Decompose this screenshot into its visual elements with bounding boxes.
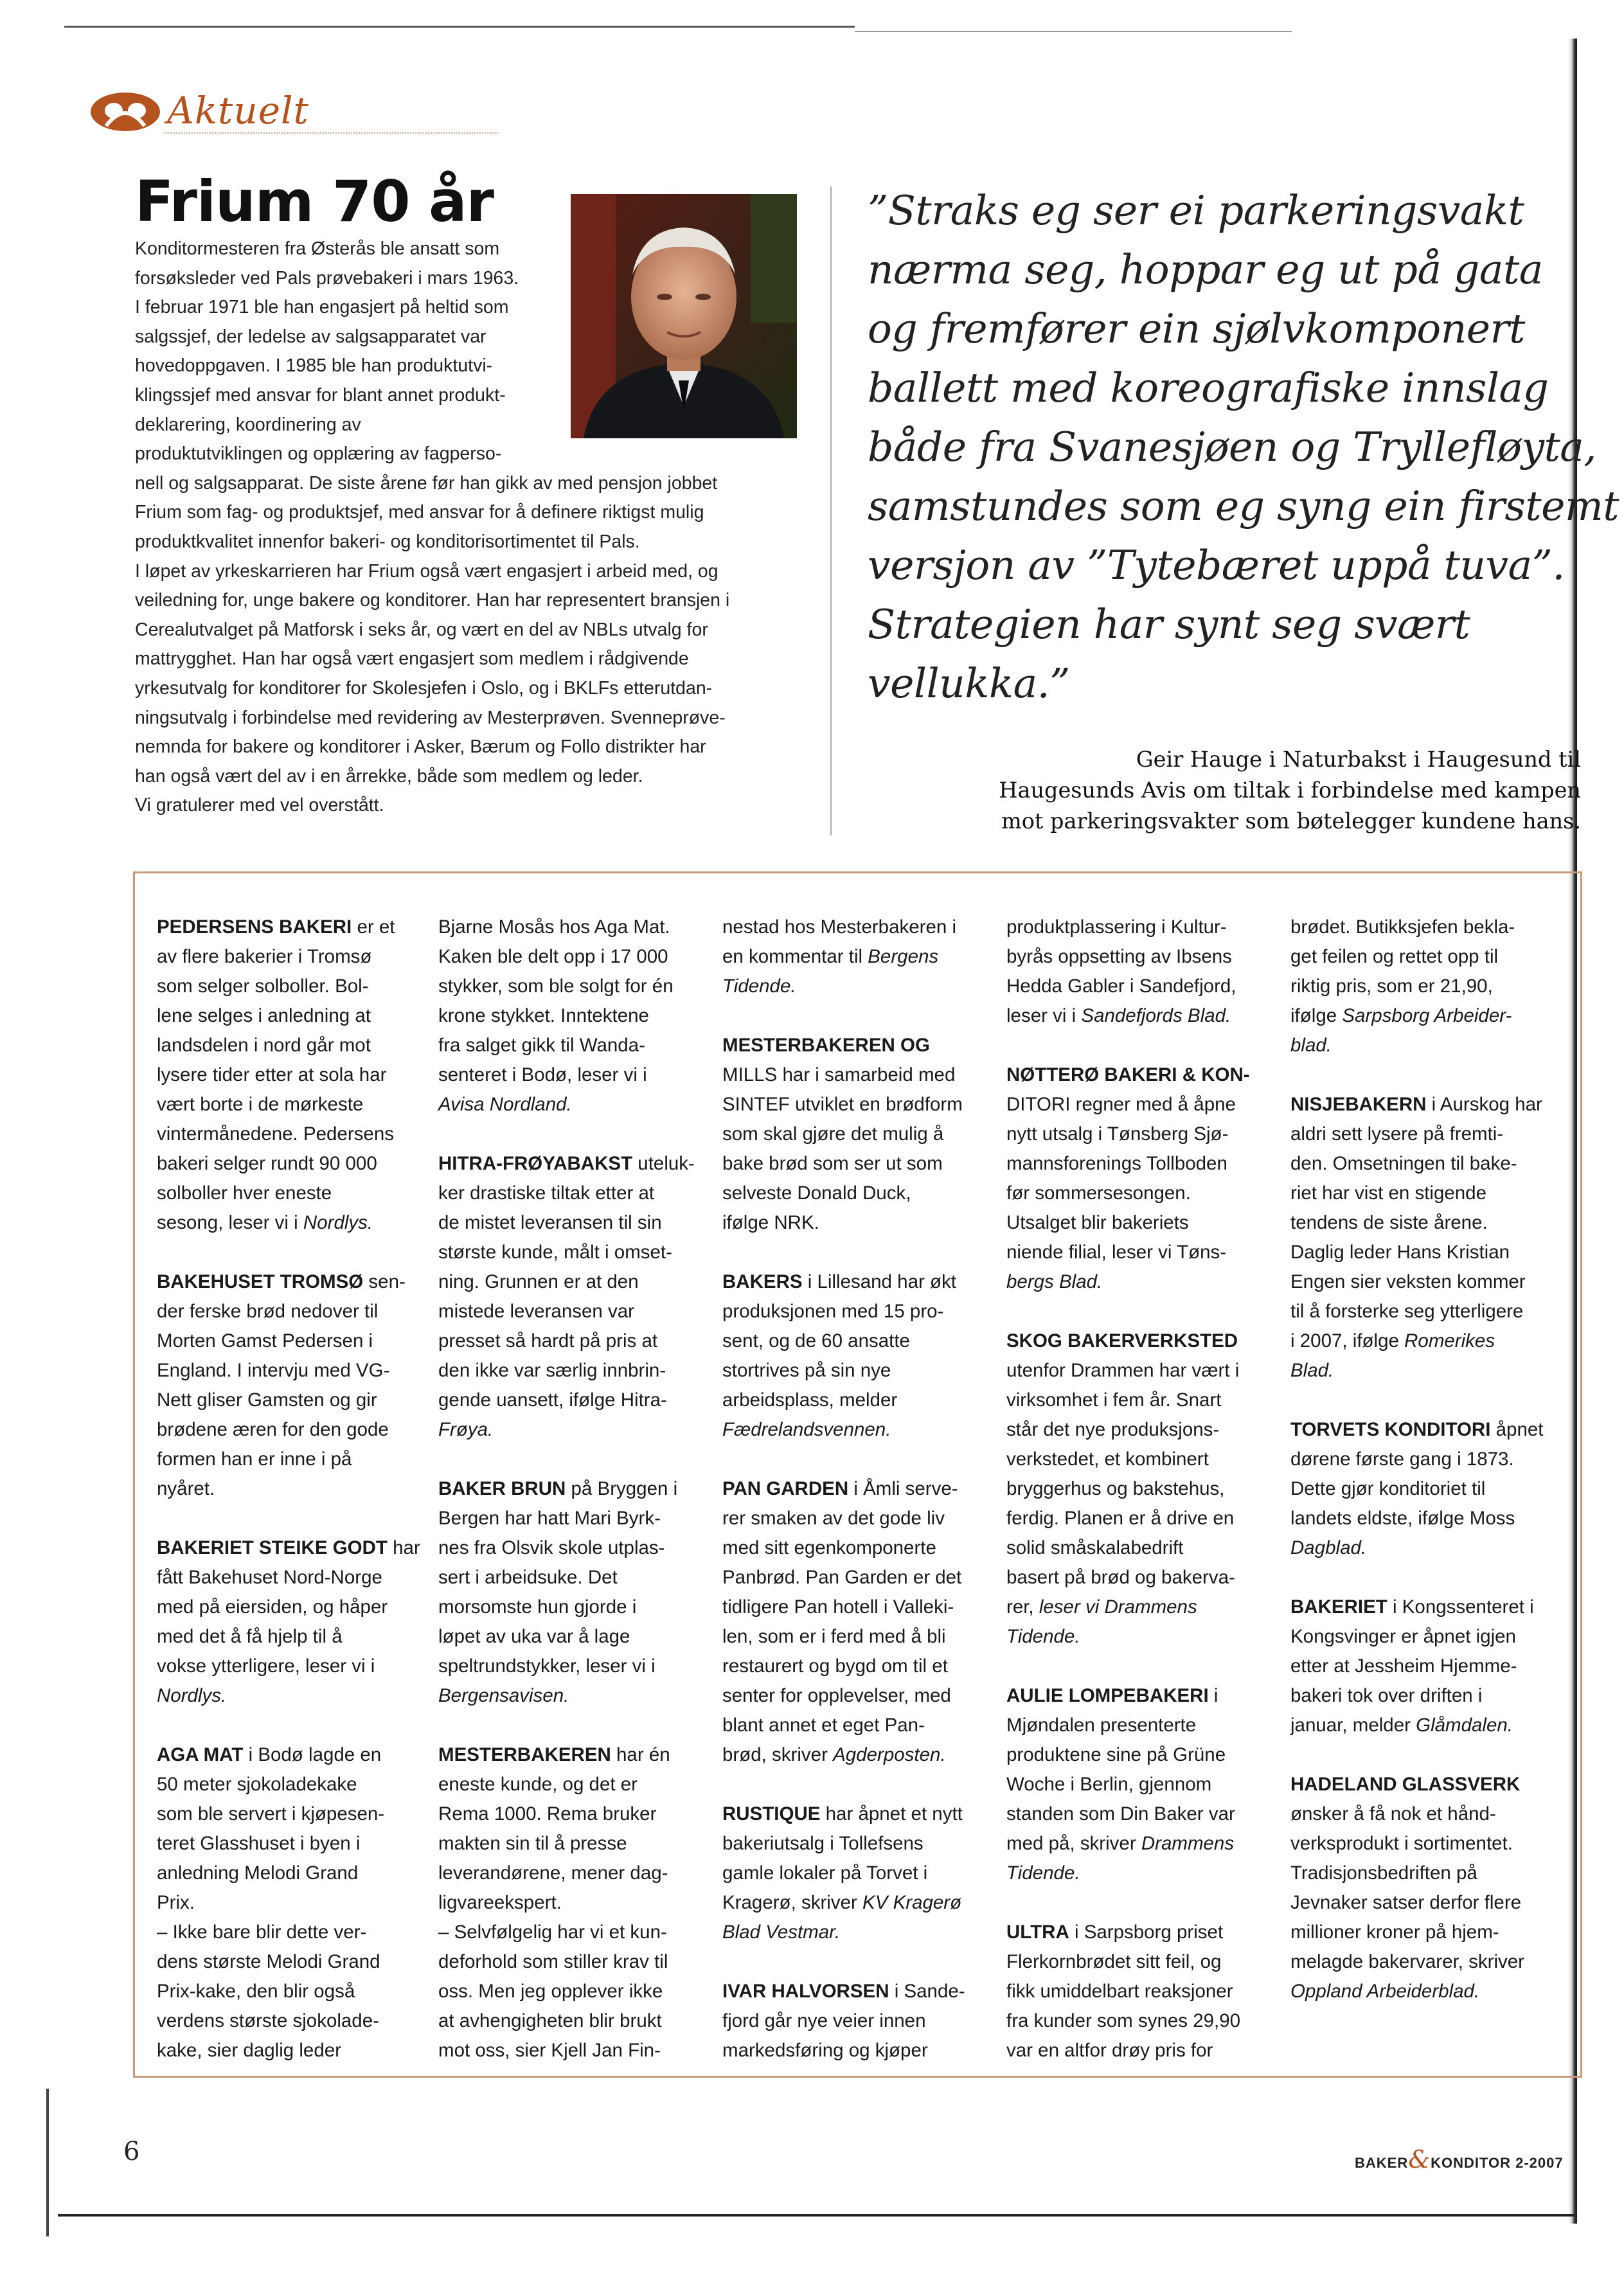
news-line: løpet av uka var å lage xyxy=(438,1626,630,1647)
news-gap xyxy=(1006,1888,1250,1918)
news-line: januar, melder Glåmdalen. xyxy=(1290,1715,1513,1736)
quote-line: og fremfører ein sjølvkomponert xyxy=(868,305,1525,352)
news-line: brødet. Butikksjefen bekla- xyxy=(1290,916,1515,938)
pull-quote xyxy=(868,181,1620,713)
news-gap xyxy=(722,1001,965,1031)
quote-line: både fra Svanesjøen og Tryllefløyta, xyxy=(868,424,1596,470)
news-line: nyåret. xyxy=(157,1478,215,1499)
news-line: før sommersesongen. xyxy=(1006,1182,1191,1204)
news-line: den. Omsetningen til bake- xyxy=(1290,1153,1517,1174)
quote-line: Strategien har synt seg svært xyxy=(868,601,1470,648)
news-line: ker drastiske tiltak etter at xyxy=(438,1182,655,1204)
news-line: senteret i Bodø, leser vi i xyxy=(438,1064,647,1085)
news-column-1 xyxy=(157,913,420,2065)
news-line: Flerkornbrødet sitt feil, og xyxy=(1006,1951,1222,1972)
news-line: brød, skriver Agderposten. xyxy=(722,1744,946,1765)
article-line: Frium som fag- og produktsjef, med ansvar for å definere riktigst mulig xyxy=(135,502,704,523)
news-line: Rema 1000. Rema bruker xyxy=(438,1803,657,1825)
news-line: byrås oppsetting av Ibsens xyxy=(1006,946,1232,967)
news-line: produktplassering i Kultur- xyxy=(1006,916,1227,938)
news-line: – Ikke bare blir dette ver- xyxy=(157,1922,367,1943)
news-line: makten sin til å presse xyxy=(438,1833,627,1854)
news-line: teret Glasshuset i byen i xyxy=(157,1833,361,1854)
news-line: rer, leser vi Drammens xyxy=(1006,1596,1197,1618)
news-line: Tidende. xyxy=(1006,1626,1080,1647)
article-line: hovedoppgaven. I 1985 ble han produktutvi- xyxy=(135,355,493,377)
news-gap xyxy=(438,1445,695,1474)
news-gap xyxy=(1006,1297,1250,1326)
news-line: bakeriutsalg i Tollefsens xyxy=(722,1833,924,1854)
news-line: med på, skriver Drammens xyxy=(1006,1833,1235,1854)
news-line: tendens de siste årene. xyxy=(1290,1212,1488,1233)
news-line: Blad. xyxy=(1290,1360,1334,1381)
page-number: 6 xyxy=(123,2137,140,2166)
news-line: ifølge Sarpsborg Arbeider- xyxy=(1290,1005,1512,1026)
article-line: produktkvalitet innenfor bakeri- og konditorisortimentet til Pals. xyxy=(135,531,640,552)
news-line: ning. Grunnen er at den xyxy=(438,1271,639,1292)
article-line: deklarering, koordinering av xyxy=(135,414,361,435)
article-line: nemnda for bakere og konditorer i Asker, Bærum og Follo distrikter har xyxy=(135,736,706,758)
news-line: NISJEBAKERN i Aurskog har xyxy=(1290,1094,1542,1115)
news-line: med sitt egenkomponerte xyxy=(722,1537,936,1558)
section-underline xyxy=(164,132,498,134)
news-line: mannsforenings Tollboden xyxy=(1006,1153,1227,1174)
news-line: Woche i Berlin, gjennom xyxy=(1006,1774,1212,1795)
quote-line: ”Straks eg ser ei parkeringsvakt xyxy=(868,187,1524,234)
news-line: PAN GARDEN i Åmli serve- xyxy=(722,1478,958,1499)
news-line: dens største Melodi Grand xyxy=(157,1951,380,1972)
top-rule-thin xyxy=(855,31,1292,32)
news-line: basert på brød og bakerva- xyxy=(1006,1567,1235,1588)
news-line: leser vi i Sandefjords Blad. xyxy=(1006,1005,1231,1026)
news-line: Hedda Gabler i Sandefjord, xyxy=(1006,976,1236,997)
news-line: niende filial, leser vi Tøns- xyxy=(1006,1242,1227,1263)
news-line: SKOG BAKERVERKSTED xyxy=(1006,1330,1238,1352)
news-line: en kommentar til Bergens xyxy=(722,946,939,967)
news-line: som selger solboller. Bol- xyxy=(157,976,369,997)
news-line: Mjøndalen presenterte xyxy=(1006,1715,1197,1736)
news-line: bakeri selger rundt 90 000 xyxy=(157,1153,377,1174)
news-line: Bergensavisen. xyxy=(438,1685,569,1706)
column-divider xyxy=(830,186,832,835)
news-line: Nordlys. xyxy=(157,1685,227,1706)
news-line: var en altfor drøy pris for xyxy=(1006,2040,1213,2061)
news-line: bakeri tok over driften i xyxy=(1290,1685,1483,1706)
news-line: RUSTIQUE har åpnet et nytt xyxy=(722,1803,963,1825)
news-line: av flere bakerier i Tromsø xyxy=(157,946,372,967)
news-line: brødene æren for den gode xyxy=(157,1419,389,1440)
news-line: get feilen og rettet opp til xyxy=(1290,946,1499,967)
news-line: ligvareekspert. xyxy=(438,1892,562,1913)
news-line: Avisa Nordland. xyxy=(438,1094,572,1115)
magazine-name-part2: KONDITOR 2-2007 xyxy=(1431,2155,1564,2171)
news-line: Kongsvinger er åpnet igjen xyxy=(1290,1626,1516,1647)
news-line: produktene sine på Grüne xyxy=(1006,1744,1226,1765)
news-line: Prix-kake, den blir også xyxy=(157,1981,355,2002)
news-line: rer smaken av det gode liv xyxy=(722,1508,945,1529)
attribution-line: Haugesunds Avis om tiltak i forbindelse med kampen xyxy=(999,778,1581,803)
news-line: melagde bakervarer, skriver xyxy=(1290,1951,1524,1972)
news-line: Dagblad. xyxy=(1290,1537,1367,1558)
news-line: solboller hver eneste xyxy=(157,1182,332,1204)
news-line: presset så hardt på pris at xyxy=(438,1330,658,1352)
news-column-4 xyxy=(1006,913,1250,2065)
quote-line: ballett med koreografiske innslag xyxy=(868,364,1549,411)
news-line: Dette gjør konditoriet til xyxy=(1290,1478,1486,1499)
news-line: Nett gliser Gamsten og gir xyxy=(157,1389,377,1411)
news-line: aldri sett lysere på fremti- xyxy=(1290,1123,1504,1145)
news-line: BAKERS i Lillesand har økt xyxy=(722,1271,956,1292)
article-body-top xyxy=(135,235,729,821)
news-line: anledning Melodi Grand xyxy=(157,1862,359,1884)
news-line: arbeidsplass, melder xyxy=(722,1389,898,1411)
news-line: PEDERSENS BAKERI er et xyxy=(157,916,395,938)
top-rule xyxy=(64,26,855,28)
news-line: riktig pris, som er 21,90, xyxy=(1290,976,1493,997)
news-line: AULIE LOMPEBAKERI i xyxy=(1006,1685,1218,1706)
article-line: nell og salgsapparat. De siste årene før han gikk av med pensjon jobbet xyxy=(135,472,718,494)
attribution-line: Geir Hauge i Naturbakst i Haugesund til xyxy=(1136,747,1581,772)
news-column-3 xyxy=(722,913,965,2065)
news-line: krone stykket. Inntektene xyxy=(438,1005,649,1026)
news-gap xyxy=(722,1947,965,1977)
article-line: salgssjef, der ledelse av salgsapparatet var xyxy=(135,326,486,347)
news-line: stortrives på sin nye xyxy=(722,1360,891,1381)
news-line: Kragerø, skriver KV Kragerø xyxy=(722,1892,962,1913)
news-line: Tidende. xyxy=(1006,1862,1080,1884)
news-line: markedsføring og kjøper xyxy=(722,2040,928,2061)
news-line: solid småskalabedrift xyxy=(1006,1537,1184,1558)
article-line: Konditormesteren fra Østerås ble ansatt som xyxy=(135,238,500,259)
news-line: bergs Blad. xyxy=(1006,1271,1103,1292)
news-line: Fædrelandsvennen. xyxy=(722,1419,891,1440)
news-line: England. I intervju med VG- xyxy=(157,1360,390,1381)
news-line: eneste kunde, og det er xyxy=(438,1774,638,1795)
news-line: virksomhet i fem år. Snart xyxy=(1006,1389,1222,1411)
article-line: I februar 1971 ble han engasjert på heltid som xyxy=(135,297,509,318)
magazine-name xyxy=(1355,2145,1564,2173)
news-line: sent, og de 60 ansatte xyxy=(722,1330,910,1352)
news-line: står det nye produksjons- xyxy=(1006,1419,1220,1440)
news-line: speltrundstykker, leser vi i xyxy=(438,1655,656,1677)
news-line: verksprodukt i sortimentet. xyxy=(1290,1833,1513,1854)
news-line: leverandørene, mener dag- xyxy=(438,1862,668,1884)
quote-line: nærma seg, hoppar eg ut på gata xyxy=(868,246,1543,293)
news-line: gende uansett, ifølge Hitra- xyxy=(438,1389,667,1411)
news-line: som ble servert i kjøpesen- xyxy=(157,1803,385,1825)
news-line: Blad Vestmar. xyxy=(722,1922,841,1943)
news-line: nestad hos Mesterbakeren i xyxy=(722,916,957,938)
news-gap xyxy=(1290,1060,1543,1090)
news-line: verdens største sjokolade- xyxy=(157,2010,379,2031)
news-line: millioner kroner på hjem- xyxy=(1290,1922,1499,1943)
news-gap xyxy=(1290,1563,1543,1593)
news-line: kake, sier daglig leder xyxy=(157,2040,341,2061)
news-line: bake brød som ser ut som xyxy=(722,1153,943,1174)
news-column-5 xyxy=(1290,913,1543,2006)
attribution-line: mot parkeringsvakter som bøtelegger kundene hans. xyxy=(1001,808,1581,834)
news-line: Kaken ble delt opp i 17 000 xyxy=(438,946,668,967)
news-line: til å forsterke seg ytterligere xyxy=(1290,1301,1524,1322)
article-line: mattrygghet. Han har også vært engasjert som medlem i rådgivende xyxy=(135,648,689,670)
news-line: vintermånedene. Pedersens xyxy=(157,1123,394,1145)
news-line: at avhengigheten blir brukt xyxy=(438,2010,662,2031)
news-line: ULTRA i Sarpsborg priset xyxy=(1006,1922,1224,1943)
news-line: utenfor Drammen har vært i xyxy=(1006,1360,1240,1381)
news-line: landets eldste, ifølge Moss xyxy=(1290,1508,1515,1529)
bottom-rule xyxy=(58,2214,1575,2217)
news-line: etter at Jessheim Hjemme- xyxy=(1290,1655,1517,1677)
news-line: verkstedet, et kombinert xyxy=(1006,1449,1209,1470)
news-line: NØTTERØ BAKERI & KON- xyxy=(1006,1064,1250,1085)
news-line: BAKEHUSET TROMSØ sen- xyxy=(157,1271,406,1292)
news-line: blad. xyxy=(1290,1035,1332,1056)
news-gap xyxy=(1006,1031,1250,1060)
news-gap xyxy=(438,1711,695,1740)
news-line: største kunde, målt i omset- xyxy=(438,1242,672,1263)
quote-line: versjon av ”Tytebæret uppå tuva”. xyxy=(868,542,1565,589)
news-line: nes fra Olsvik skole utplas- xyxy=(438,1537,665,1558)
news-gap xyxy=(1290,1740,1543,1770)
magazine-name-part1: BAKER xyxy=(1355,2155,1409,2171)
news-line: vært borte i de mørkeste xyxy=(157,1094,364,1115)
news-line: Prix. xyxy=(157,1892,195,1913)
news-line: fått Bakehuset Nord-Norge xyxy=(157,1567,382,1588)
news-line: mot oss, sier Kjell Jan Fin- xyxy=(438,2040,661,2061)
news-gap xyxy=(722,1770,965,1799)
news-gap xyxy=(157,1711,420,1740)
news-line: fikk umiddelbart reaksjoner xyxy=(1006,1981,1233,2002)
news-line: TORVETS KONDITORI åpnet xyxy=(1290,1419,1544,1440)
news-line: Utsalget blir bakeriets xyxy=(1006,1212,1189,1233)
news-line: Panbrød. Pan Garden er det xyxy=(722,1567,962,1588)
news-line: len, som er i ferd med å bli xyxy=(722,1626,946,1647)
news-line: 50 meter sjokoladekake xyxy=(157,1774,357,1795)
article-line: forsøksleder ved Pals prøvebakeri i mars 1963. xyxy=(135,267,519,289)
news-line: senter for opplevelser, med xyxy=(722,1685,951,1706)
article-line: produktutviklingen og opplæring av fagperso- xyxy=(135,443,502,465)
news-line: IVAR HALVORSEN i Sande- xyxy=(722,1981,965,2002)
news-line: BAKERIET STEIKE GODT har xyxy=(157,1537,420,1558)
news-line: bryggerhus og bakstehus, xyxy=(1006,1478,1225,1499)
news-line: landsdelen i nord går mot xyxy=(157,1035,371,1056)
article-line: klingssjef med ansvar for blant annet produkt- xyxy=(135,384,506,406)
article-line: Cerealutvalget på Matforsk i seks år, og vært en del av NBLs utvalg for xyxy=(135,619,708,640)
news-line: formen han er inne i på xyxy=(157,1449,352,1470)
section-header xyxy=(87,82,447,134)
news-line: fra salget gikk til Wanda- xyxy=(438,1035,645,1056)
article-line: han også vært del av i en årrekke, både som medlem og leder. xyxy=(135,765,643,787)
news-line: lysere tider etter at sola har xyxy=(157,1064,387,1085)
pretzel-logo-icon xyxy=(87,87,164,132)
news-line: lene selges i anledning at xyxy=(157,1005,371,1026)
scan-left-mark xyxy=(46,2089,49,2236)
news-line: oss. Men jeg opplever ikke xyxy=(438,1981,663,2002)
magazine-ampersand: & xyxy=(1408,2145,1431,2173)
article-line: veiledning for, unge bakere og konditorer. Han har representert bransjen i xyxy=(135,590,730,611)
news-line: Morten Gamst Pedersen i xyxy=(157,1330,373,1352)
news-line: dørene første gang i 1873. xyxy=(1290,1449,1514,1470)
news-line: HITRA-FRØYABAKST uteluk- xyxy=(438,1153,695,1174)
article-line: yrkesutvalg for konditorer for Skolesjefen i Oslo, og i BKLFs etterutdan- xyxy=(135,677,713,699)
news-column-2 xyxy=(438,913,695,2065)
quote-line: samstundes som eg syng ein firstemt xyxy=(868,483,1620,530)
article-title: Frium 70 år xyxy=(135,168,494,235)
news-line: MESTERBAKEREN OG xyxy=(722,1035,930,1056)
quote-line: vellukka.” xyxy=(868,660,1070,707)
news-line: Tidende. xyxy=(722,976,796,997)
news-line: Bjarne Mosås hos Aga Mat. xyxy=(438,916,670,938)
news-line: ferdig. Planen er å drive en xyxy=(1006,1508,1235,1529)
news-line: de mistet leveransen til sin xyxy=(438,1212,662,1233)
news-gap xyxy=(157,1238,420,1267)
news-line: fra kunder som synes 29,90 xyxy=(1006,2010,1241,2031)
news-line: ifølge NRK. xyxy=(722,1212,819,1233)
news-gap xyxy=(438,1120,695,1149)
news-line: gamle lokaler på Torvet i xyxy=(722,1862,928,1884)
news-line: med på eiersiden, og håper xyxy=(157,1596,388,1618)
news-line: standen som Din Baker var xyxy=(1006,1803,1235,1825)
news-line: deforhold som stiller krav til xyxy=(438,1951,668,1972)
news-line: Oppland Arbeiderblad. xyxy=(1290,1981,1480,2002)
news-line: SINTEF utviklet en brødform xyxy=(722,1094,963,1115)
news-line: DITORI regner med å åpne xyxy=(1006,1094,1236,1115)
news-line: Daglig leder Hans Kristian xyxy=(1290,1242,1510,1263)
news-line: BAKER BRUN på Bryggen i xyxy=(438,1478,678,1499)
news-line: restaurert og bygd om til et xyxy=(722,1655,948,1677)
news-line: BAKERIET i Kongssenteret i xyxy=(1290,1596,1534,1618)
news-line: MILLS har i samarbeid med xyxy=(722,1064,956,1085)
news-line: ønsker å få nok et hånd- xyxy=(1290,1803,1496,1825)
news-line: morsomste hun gjorde i xyxy=(438,1596,637,1618)
news-line: nytt utsalg i Tønsberg Sjø- xyxy=(1006,1123,1229,1145)
news-line: riet har vist en stigende xyxy=(1290,1182,1486,1204)
news-line: tidligere Pan hotell i Valleki- xyxy=(722,1596,954,1618)
news-line: AGA MAT i Bodø lagde en xyxy=(157,1744,382,1765)
article-line: I løpet av yrkeskarrieren har Frium også vært engasjert i arbeid med, og xyxy=(135,560,718,582)
news-line: Frøya. xyxy=(438,1419,494,1440)
news-line: Jevnaker satser derfor flere xyxy=(1290,1892,1522,1913)
news-line: der ferske brød nedover til xyxy=(157,1301,379,1322)
news-line: fjord går nye veier innen xyxy=(722,2010,926,2031)
news-line: Bergen har hatt Mari Byrk- xyxy=(438,1508,661,1529)
news-gap xyxy=(157,1504,420,1533)
news-line: sesong, leser vi i Nordlys. xyxy=(157,1212,373,1233)
news-line: blant annet et eget Pan- xyxy=(722,1715,925,1736)
news-line: produksjonen med 15 pro- xyxy=(722,1301,944,1322)
article-line: ningsutvalg i forbindelse med revidering av Mesterprøven. Svenneprøve- xyxy=(135,707,726,728)
news-line: med det å få hjelp til å xyxy=(157,1626,343,1647)
news-line: vokse ytterligere, leser vi i xyxy=(157,1655,375,1677)
news-gap xyxy=(1290,1386,1543,1415)
news-line: i 2007, ifølge Romerikes xyxy=(1290,1330,1495,1352)
news-line: Tradisjonsbedriften på xyxy=(1290,1862,1477,1884)
news-line: Engen sier veksten kommer xyxy=(1290,1271,1526,1292)
section-label: Aktuelt xyxy=(167,89,309,132)
news-gap xyxy=(722,1238,965,1267)
news-line: HADELAND GLASSVERK xyxy=(1290,1774,1521,1795)
news-line: stykker, som ble solgt for én xyxy=(438,976,674,997)
article-line: Vi gratulerer med vel overstått. xyxy=(135,795,384,816)
news-line: den ikke var særlig innbrin- xyxy=(438,1360,666,1381)
news-line: – Selvfølgelig har vi et kun- xyxy=(438,1922,667,1943)
news-line: som skal gjøre det mulig å xyxy=(722,1123,944,1145)
news-line: selveste Donald Duck, xyxy=(722,1182,911,1204)
news-line: mistede leveransen var xyxy=(438,1301,634,1322)
news-gap xyxy=(1006,1652,1250,1681)
news-gap xyxy=(722,1445,965,1474)
news-line: sert i arbeidsuke. Det xyxy=(438,1567,618,1588)
news-line: MESTERBAKEREN har én xyxy=(438,1744,670,1765)
quote-attribution xyxy=(835,744,1581,837)
